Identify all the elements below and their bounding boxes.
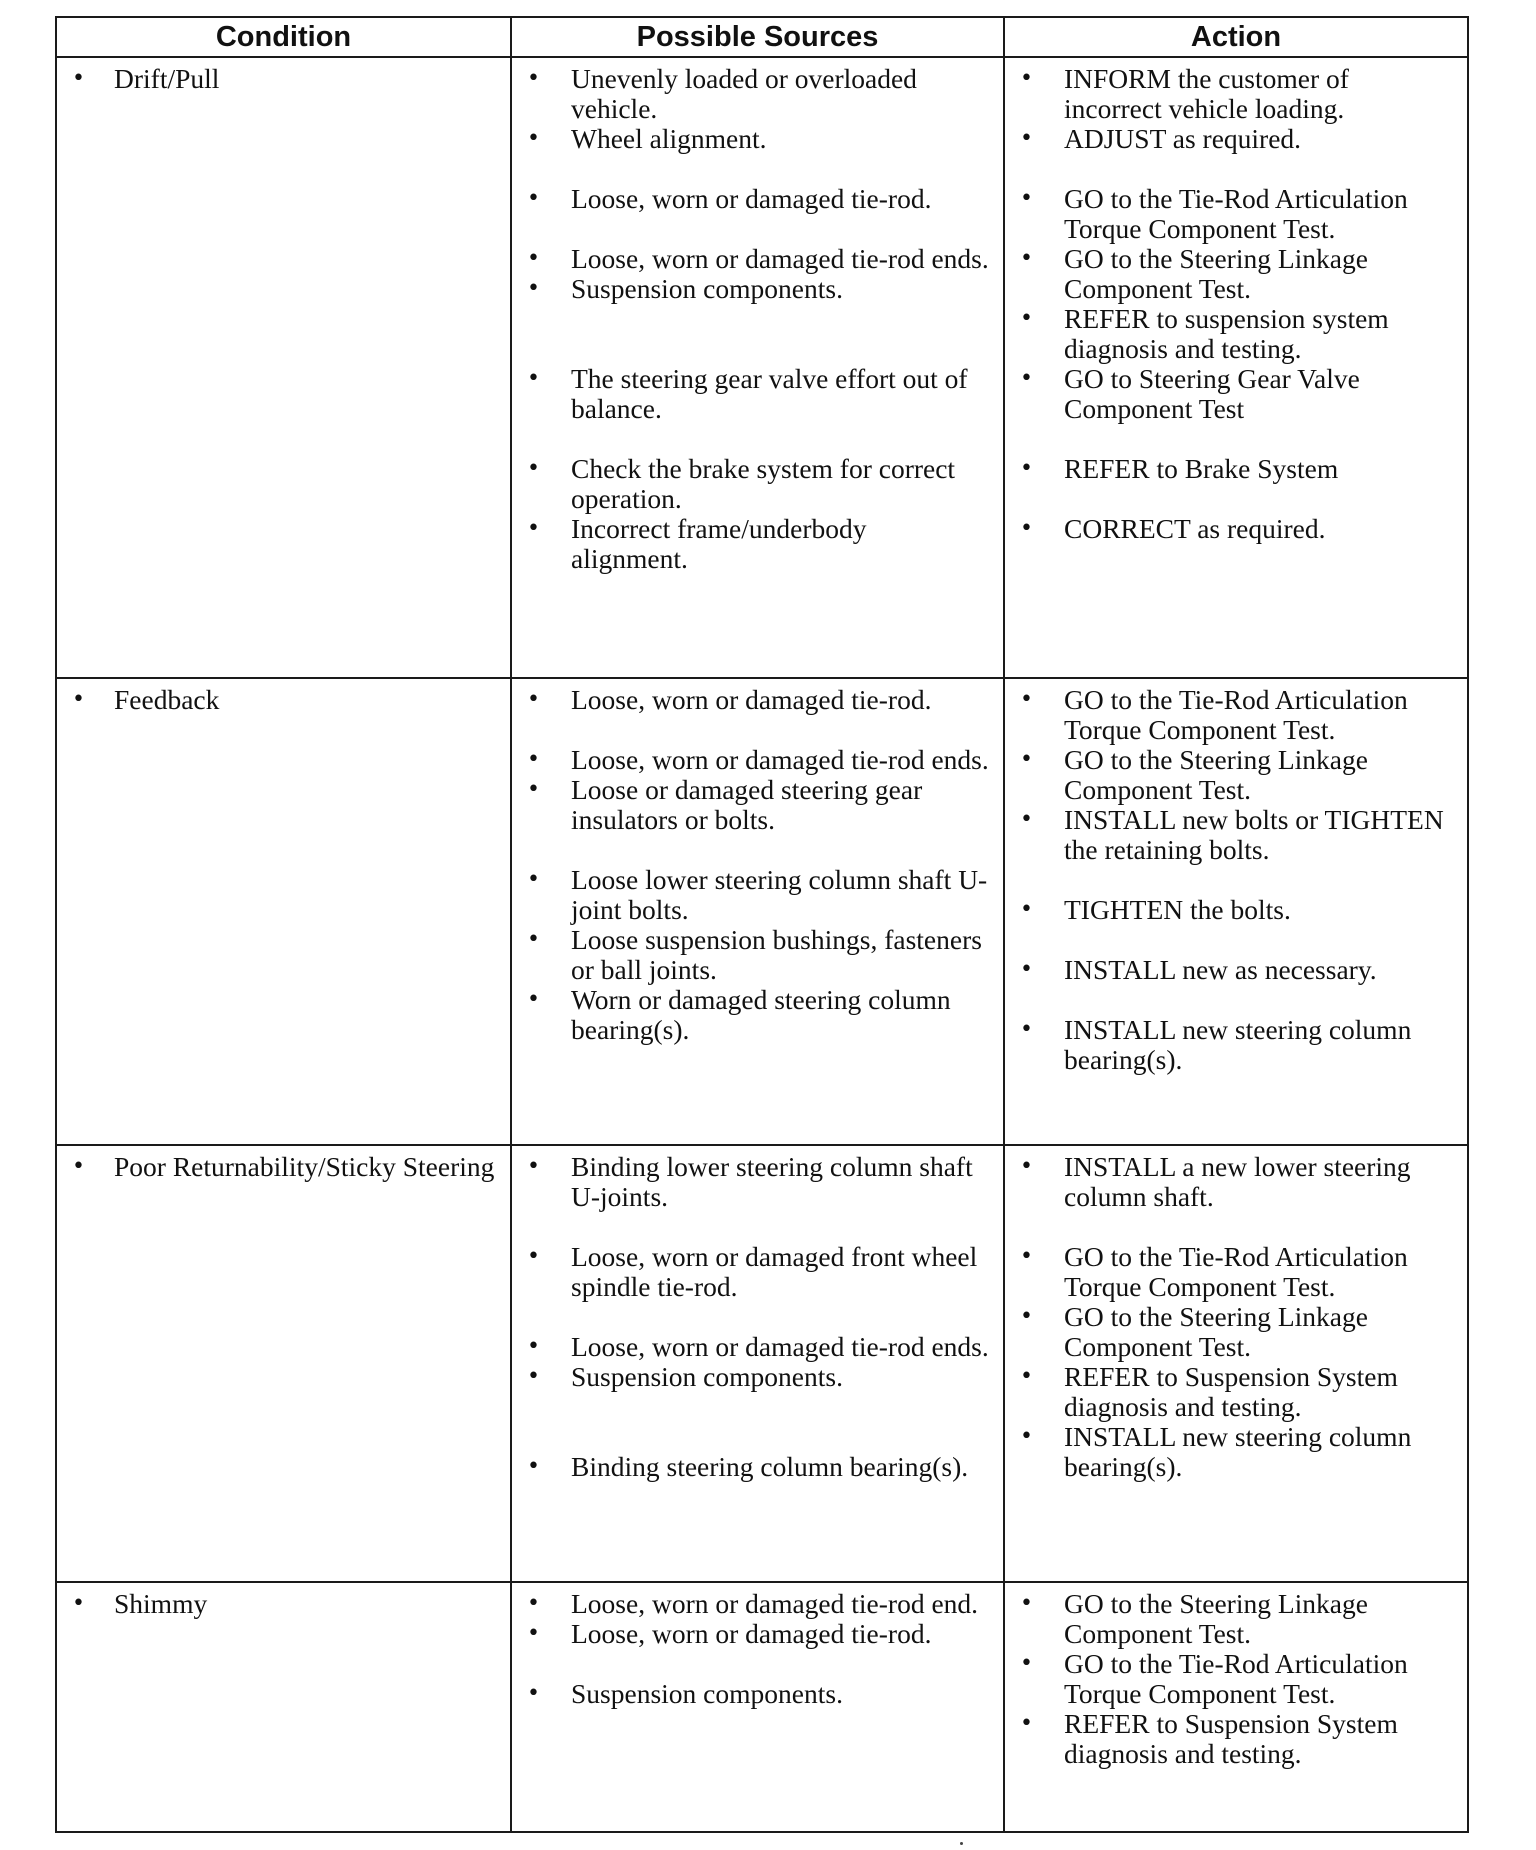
- scan-speck: [960, 1842, 963, 1845]
- source-item: • Loose suspension bushings, fasteners or ball joints.: [522, 925, 989, 985]
- source-item: • The steering gear valve effort out of balance.: [522, 364, 989, 424]
- diagnosis-table: [55, 16, 1469, 1833]
- action-item: • GO to the Tie-Rod Articulation Torque Component Test.: [1015, 1649, 1453, 1709]
- source-item: • Incorrect frame/underbody alignment.: [522, 514, 989, 574]
- condition-header: Condition: [56, 17, 511, 57]
- action-item: • GO to the Tie-Rod Articulation Torque Component Test.: [1015, 685, 1453, 745]
- source-item: • Binding lower steering column shaft U-joints.: [522, 1152, 989, 1212]
- action-item: • INSTALL new bolts or TIGHTEN the retaining bolts.: [1015, 805, 1453, 865]
- sources-cell: [511, 678, 1004, 1145]
- action-item: • INSTALL new steering column bearing(s).: [1015, 1015, 1453, 1075]
- sources-cell: [511, 1145, 1004, 1582]
- sources-cell: [511, 1582, 1004, 1832]
- action-item: • REFER to Suspension System diagnosis and testing.: [1015, 1362, 1453, 1422]
- action-item: • GO to the Steering Linkage Component Test.: [1015, 1302, 1453, 1362]
- source-item: • Check the brake system for correct operation.: [522, 454, 989, 514]
- condition-cell: [56, 1145, 511, 1582]
- action-item: • GO to the Steering Linkage Component Test.: [1015, 1589, 1453, 1649]
- source-item: • Loose, worn or damaged tie-rod ends.: [522, 745, 989, 775]
- action-cell: [1004, 1145, 1468, 1582]
- action-item: • REFER to Suspension System diagnosis and testing.: [1015, 1709, 1453, 1769]
- action-item: • REFER to Brake System: [1015, 454, 1453, 484]
- source-item: • Loose or damaged steering gear insulators or bolts.: [522, 775, 989, 835]
- source-item: • Suspension components.: [522, 274, 989, 304]
- condition-item: • Shimmy: [67, 1589, 496, 1619]
- source-item: • Loose, worn or damaged tie-rod ends.: [522, 1332, 989, 1362]
- table-row: [56, 1145, 1468, 1582]
- condition-item: • Poor Returnability/Sticky Steering: [67, 1152, 496, 1182]
- action-item: • INFORM the customer of incorrect vehicle loading.: [1015, 64, 1453, 124]
- action-item: • GO to the Tie-Rod Articulation Torque Component Test.: [1015, 184, 1453, 244]
- action-item: • GO to Steering Gear Valve Component Test: [1015, 364, 1453, 424]
- table-row: [56, 57, 1468, 678]
- action-item: • TIGHTEN the bolts.: [1015, 895, 1453, 925]
- action-cell: [1004, 678, 1468, 1145]
- source-item: • Loose, worn or damaged tie-rod end.: [522, 1589, 989, 1619]
- action-cell: [1004, 57, 1468, 678]
- table-row: [56, 678, 1468, 1145]
- action-item: • ADJUST as required.: [1015, 124, 1453, 154]
- source-item: • Suspension components.: [522, 1679, 989, 1709]
- action-item: • GO to the Steering Linkage Component Test.: [1015, 244, 1453, 304]
- action-item: • GO to the Steering Linkage Component Test.: [1015, 745, 1453, 805]
- condition-cell: [56, 1582, 511, 1832]
- condition-cell: [56, 678, 511, 1145]
- condition-cell: [56, 57, 511, 678]
- action-item: • INSTALL new steering column bearing(s).: [1015, 1422, 1453, 1482]
- condition-item: • Drift/Pull: [67, 64, 496, 94]
- table-row: [56, 1582, 1468, 1832]
- source-item: • Loose, worn or damaged tie-rod ends.: [522, 244, 989, 274]
- source-item: • Loose, worn or damaged tie-rod.: [522, 184, 989, 214]
- action-item: • INSTALL a new lower steering column shaft.: [1015, 1152, 1453, 1212]
- action-header: Action: [1004, 17, 1468, 57]
- sources-cell: [511, 57, 1004, 678]
- action-item: • REFER to suspension system diagnosis and testing.: [1015, 304, 1453, 364]
- source-item: • Worn or damaged steering column bearing(s).: [522, 985, 989, 1045]
- action-item: • INSTALL new as necessary.: [1015, 955, 1453, 985]
- possible-sources-header: Possible Sources: [511, 17, 1004, 57]
- source-item: • Wheel alignment.: [522, 124, 989, 154]
- condition-item: • Feedback: [67, 685, 496, 715]
- source-item: • Loose, worn or damaged front wheel spindle tie-rod.: [522, 1242, 989, 1302]
- action-item: • CORRECT as required.: [1015, 514, 1453, 544]
- source-item: • Unevenly loaded or overloaded vehicle.: [522, 64, 989, 124]
- action-item: • GO to the Tie-Rod Articulation Torque Component Test.: [1015, 1242, 1453, 1302]
- source-item: • Loose, worn or damaged tie-rod.: [522, 685, 989, 715]
- header-row: [56, 17, 1468, 57]
- source-item: • Suspension components.: [522, 1362, 989, 1392]
- source-item: • Binding steering column bearing(s).: [522, 1452, 989, 1482]
- source-item: • Loose lower steering column shaft U-joint bolts.: [522, 865, 989, 925]
- action-cell: [1004, 1582, 1468, 1832]
- source-item: • Loose, worn or damaged tie-rod.: [522, 1619, 989, 1649]
